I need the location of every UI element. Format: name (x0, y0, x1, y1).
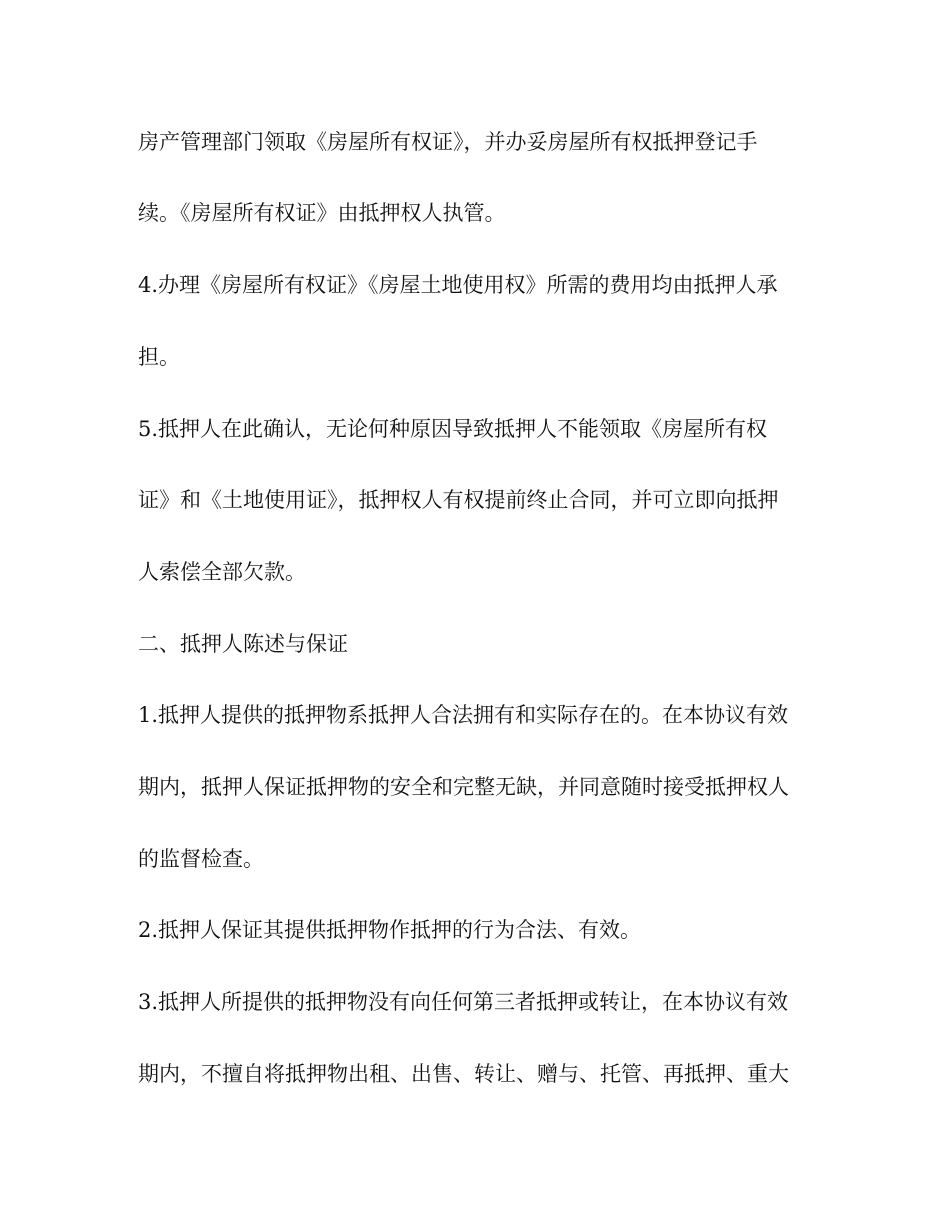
body-line-2: 续。《房屋所有权证》由抵押权人执管。 (138, 201, 506, 225)
body-line-9: 1.抵押人提供的抵押物系抵押人合法拥有和实际存在的。在本协议有效 (138, 703, 789, 727)
body-line-6: 证》和《土地使用证》，抵押权人有权提前终止合同，并可立即向抵押 (138, 488, 779, 512)
body-line-11: 的监督检查。 (138, 847, 264, 871)
body-line-12: 2.抵押人保证其提供抵押物作抵押的行为合法、有效。 (138, 918, 642, 942)
body-line-14: 期内，不擅自将抵押物出租、出售、转让、赠与、托管、再抵押、重大 (138, 1062, 789, 1086)
body-line-10: 期内，抵押人保证抵押物的安全和完整无缺，并同意随时接受抵押权人 (138, 775, 789, 799)
body-line-3: 4.办理《房屋所有权证》《房屋土地使用权》所需的费用均由抵押人承 (138, 273, 778, 297)
body-line-5: 5.抵押人在此确认，无论何种原因导致抵押人不能领取《房屋所有权 (138, 417, 768, 441)
body-line-7: 人索偿全部欠款。 (138, 560, 306, 584)
section-heading: 二、抵押人陈述与保证 (138, 632, 348, 656)
body-line-13: 3.抵押人所提供的抵押物没有向任何第三者抵押或转让，在本协议有效 (138, 990, 789, 1014)
body-line-1: 房产管理部门领取《房屋所有权证》，并办妥房屋所有权抵押登记手 (138, 130, 758, 154)
body-line-4: 担。 (138, 345, 180, 369)
